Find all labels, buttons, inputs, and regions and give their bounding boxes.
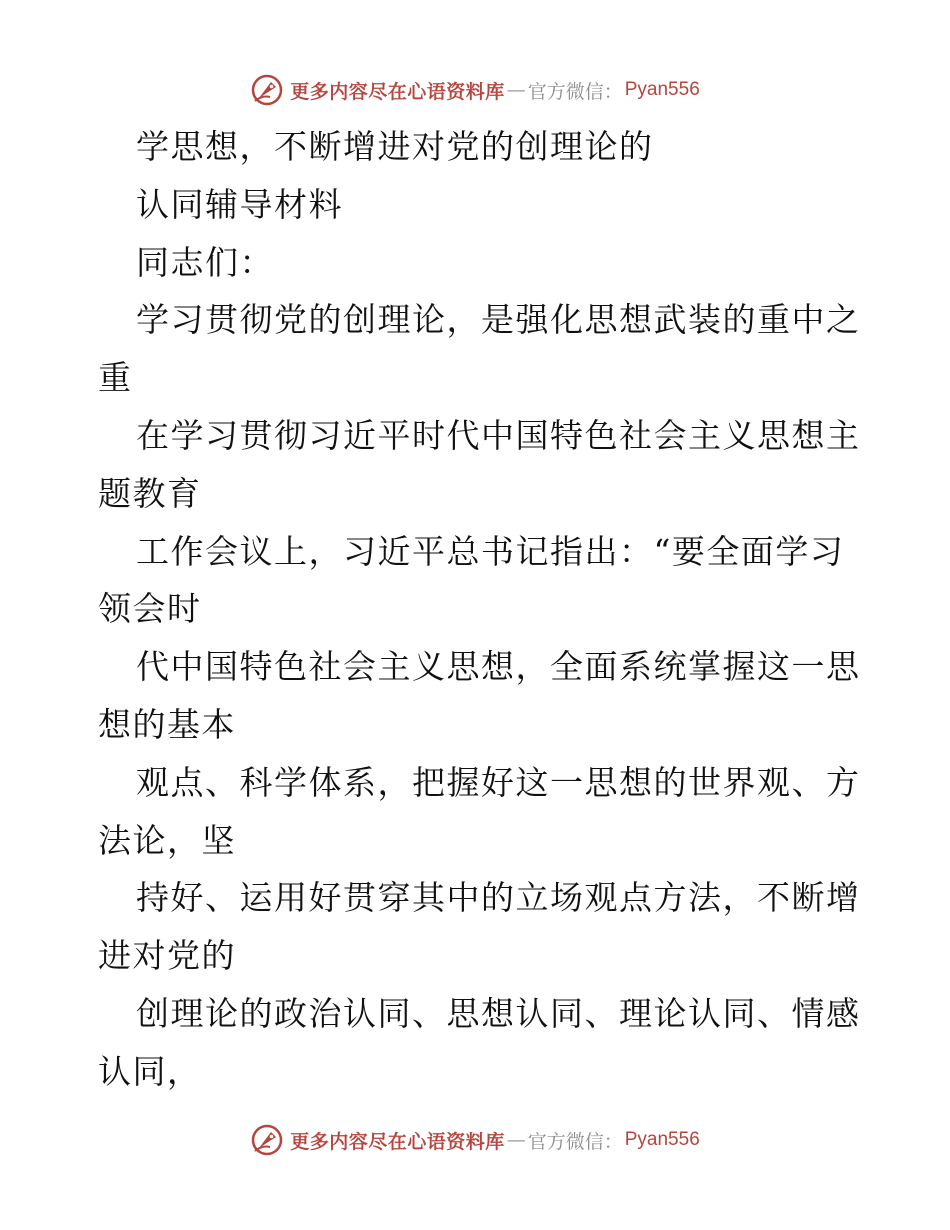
watermark-banner-top — [0, 70, 950, 110]
document-line: 代中国特色社会主义思想，全面系统掌握这一思 — [136, 647, 861, 687]
document-line: 同志们： — [136, 242, 274, 282]
document-line: 进对党的 — [98, 936, 236, 976]
watermark-wechat-id: Pyan556 — [624, 1129, 700, 1150]
document-line: 学思想，不断增进对党的创理论的 — [136, 127, 654, 166]
pen-nib-logo-icon — [250, 1123, 284, 1157]
document-body — [98, 118, 861, 1101]
watermark-wechat-label: 官方微信： — [527, 1130, 623, 1153]
watermark-wechat-id: Pyan556 — [624, 79, 700, 100]
pen-nib-logo-icon — [250, 73, 284, 107]
watermark-text — [290, 1127, 700, 1154]
document-line: 在学习贯彻习近平时代中国特色社会主义思想主 — [136, 415, 861, 455]
watermark-dash: — — [506, 79, 526, 101]
watermark-main-text: 更多内容尽在心语资料库 — [290, 80, 505, 103]
document-line: 领会时 — [98, 589, 202, 629]
document-line: 工作会议上，习近平总书记指出：“要全面学习 — [136, 531, 845, 571]
watermark-dash: — — [506, 1129, 526, 1151]
watermark-banner-bottom — [0, 1120, 950, 1160]
watermark-wechat-label: 官方微信： — [527, 80, 623, 103]
document-line: 创理论的政治认同、思想认同、理论认同、情感 — [136, 993, 861, 1033]
watermark-text — [290, 77, 700, 104]
document-line: 认同辅导材料 — [136, 184, 343, 224]
document-line: 持好、运用好贯穿其中的立场观点方法，不断增 — [136, 878, 861, 918]
document-line: 想的基本 — [98, 704, 236, 744]
document-line: 法论，坚 — [98, 820, 236, 860]
document-line: 学习贯彻党的创理论，是强化思想武装的重中之 — [136, 300, 861, 340]
watermark-main-text: 更多内容尽在心语资料库 — [290, 1130, 505, 1153]
document-line: 观点、科学体系，把握好这一思想的世界观、方 — [136, 762, 861, 802]
document-line: 认同， — [98, 1051, 202, 1091]
document-line: 重 — [98, 358, 133, 398]
document-line: 题教育 — [98, 473, 202, 513]
